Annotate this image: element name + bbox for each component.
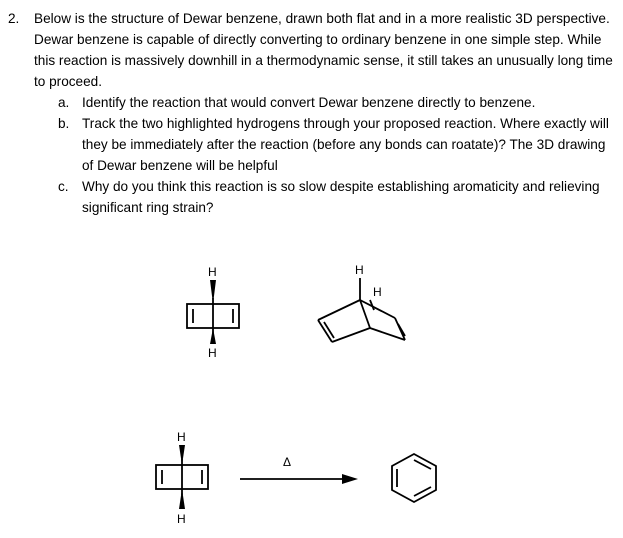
wedge-bond-top [210,280,216,304]
wedge-bond-bottom [179,489,185,509]
sub-question-letter: b. [58,116,70,131]
sub-question-text: Why do you think this reaction is so slow despite establishing aromaticity and relieving significant ring strain? [82,179,600,215]
hydrogen-label: H [373,285,382,299]
hydrogen-label: H [208,346,217,360]
double-bond-left [324,322,334,338]
dewar-benzene-flat-reactant [156,445,208,509]
wedge-bond-bottom [210,328,216,344]
dewar-benzene-3d [318,278,405,342]
wing-left-back [318,300,360,320]
sub-question-text: Track the two highlighted hydrogens through your proposed reaction. Where exactly will they be immediately after the reaction (before any bonds can roatate)? The 3D drawing of Dewar benzene will be helpful [82,116,609,173]
hydrogen-label: H [177,430,186,444]
sub-question-text: Identify the reaction that would convert Dewar benzene directly to benzene. [82,95,536,110]
sub-question-letter: c. [58,179,69,194]
sub-question-letter: a. [58,95,70,110]
benzene-ring [392,454,436,502]
wing-left-front [332,328,370,342]
hydrogen-label: H [208,265,217,279]
question-number: 2. [8,11,20,26]
hydrogen-label: H [177,512,186,526]
benzene [392,454,436,502]
wedge-bond-top [179,445,185,465]
heat-symbol: Δ [283,455,292,469]
question-text: Below is the structure of Dewar benzene, drawn both flat and in a more realistic 3D perspective. Dewar benzene is capable of directly converting to ordinary benzene in one simple step. While this reaction is massively downhill in a thermodynamic sense, it still takes an unusually long time to proceed. [34,11,613,89]
hydrogen-label: H [355,263,364,277]
reaction-arrow [240,474,358,484]
dewar-benzene-flat-top [187,280,239,344]
